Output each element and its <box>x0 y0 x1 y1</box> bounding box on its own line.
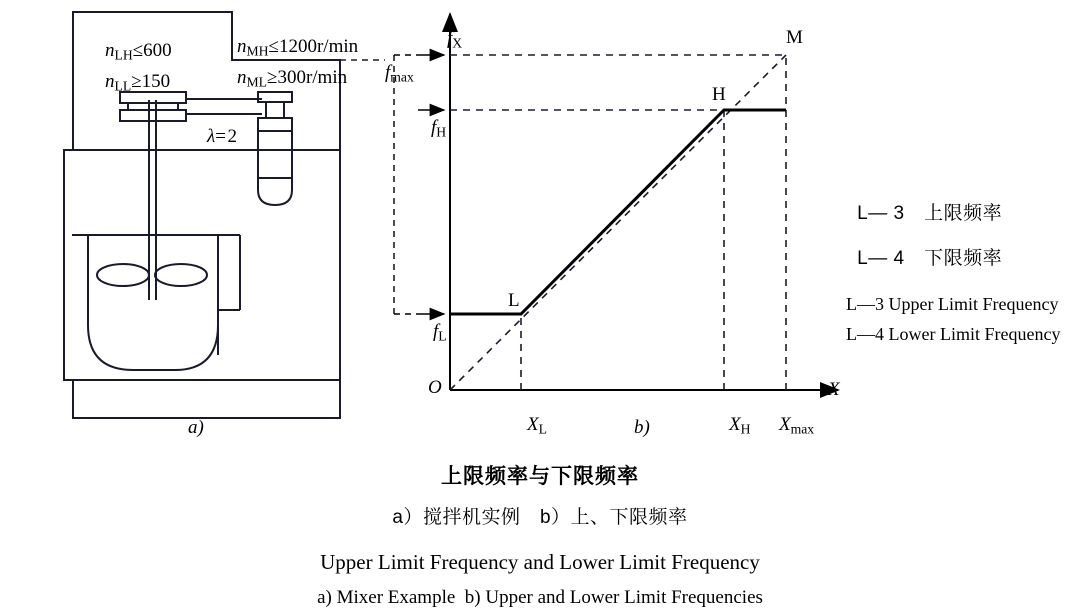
y-tick-fH <box>412 99 446 158</box>
spec-n-LL-symbol: n <box>105 71 115 92</box>
x-tick-XL-symbol: X <box>527 414 539 435</box>
legend-code-upper-en: L—3 <box>846 294 884 314</box>
spec-n-LH-relation: ≤ <box>132 40 144 61</box>
x-tick-Xmax-subscript: max <box>790 421 815 437</box>
legend-text-upper-cn: 上限频率 <box>924 203 1003 224</box>
x-tick-Xmax <box>760 396 814 455</box>
x-axis-label: X <box>828 379 840 400</box>
spec-n-ML-value: 300r/min <box>277 67 348 88</box>
spec-n-MH-subscript: MH <box>246 43 269 59</box>
legend-text-lower-cn: 下限频率 <box>924 248 1003 269</box>
spec-n-ML <box>218 49 347 108</box>
y-axis-label <box>428 10 462 69</box>
legend-text-upper-en: Upper Limit Frequency <box>888 294 1059 314</box>
spec-n-MH-relation: ≤ <box>268 36 279 57</box>
caption-chinese-title: 上限频率与下限频率 <box>441 465 639 488</box>
caption-english-title: Upper Limit Frequency and Lower Limit Frequency <box>320 550 760 574</box>
panel-a-label: a) <box>188 417 204 438</box>
y-tick-fH-subscript: H <box>436 124 447 140</box>
y-tick-fL-symbol: f <box>433 321 439 342</box>
y-tick-fmax-subscript: max <box>390 69 414 85</box>
spec-n-MH-symbol: n <box>237 36 247 57</box>
legend-code-lower-cn: L— 4 <box>857 248 905 269</box>
caption-english-subtitle: a) Mixer Example b) Upper and Lower Limit Frequencies <box>317 587 763 608</box>
y-tick-fL-subscript: L <box>438 328 447 344</box>
spec-n-MH-value: 1200r/min <box>278 36 359 57</box>
y-tick-fmax <box>366 44 414 103</box>
legend-code-upper-cn: L— 3 <box>857 203 905 224</box>
legend-item-lower-en <box>828 307 1060 361</box>
ratio-value: 2 <box>227 126 238 147</box>
spec-n-LL-relation: ≥ <box>131 71 142 92</box>
spec-n-LH-subscript: LH <box>114 47 133 63</box>
y-axis-subscript: X <box>452 35 463 51</box>
legend-text-lower-en: Lower Limit Frequency <box>888 324 1061 344</box>
ratio-symbol: λ <box>207 126 216 147</box>
spec-n-ML-relation: ≥ <box>267 67 278 88</box>
x-tick-XH <box>710 396 750 455</box>
panel-b-label: b) <box>634 417 650 438</box>
x-tick-XL <box>508 396 547 455</box>
x-tick-XH-subscript: H <box>740 421 751 437</box>
ratio-equals: = <box>215 126 226 147</box>
spec-n-LH-symbol: n <box>105 40 115 61</box>
frequency-characteristic-curve <box>450 110 786 314</box>
caption-chinese-subtitle: a）搅拌机实例 b）上、下限频率 <box>392 507 688 528</box>
point-label-H: H <box>712 84 726 105</box>
frequency-graph <box>394 14 838 390</box>
x-tick-Xmax-symbol: X <box>779 414 791 435</box>
spec-n-LL <box>86 53 170 112</box>
legend-code-lower-en: L—4 <box>846 324 884 344</box>
y-tick-fL <box>414 303 447 362</box>
x-tick-XH-symbol: X <box>729 414 741 435</box>
spec-n-LL-value: 150 <box>141 71 171 92</box>
origin-label: O <box>428 377 442 398</box>
y-tick-fmax-symbol: f <box>385 62 391 83</box>
point-label-L: L <box>508 290 520 311</box>
spec-n-LL-subscript: LL <box>114 78 132 94</box>
ideal-reference-line <box>450 55 786 390</box>
x-tick-XL-subscript: L <box>538 421 547 437</box>
spec-n-LH-value: 600 <box>143 40 172 61</box>
y-axis-symbol: f <box>447 28 453 49</box>
spec-n-ML-subscript: ML <box>246 74 268 90</box>
y-tick-fH-symbol: f <box>431 117 437 138</box>
spec-n-ML-symbol: n <box>237 67 247 88</box>
point-label-M: M <box>786 27 803 48</box>
ratio-lambda <box>188 108 237 165</box>
